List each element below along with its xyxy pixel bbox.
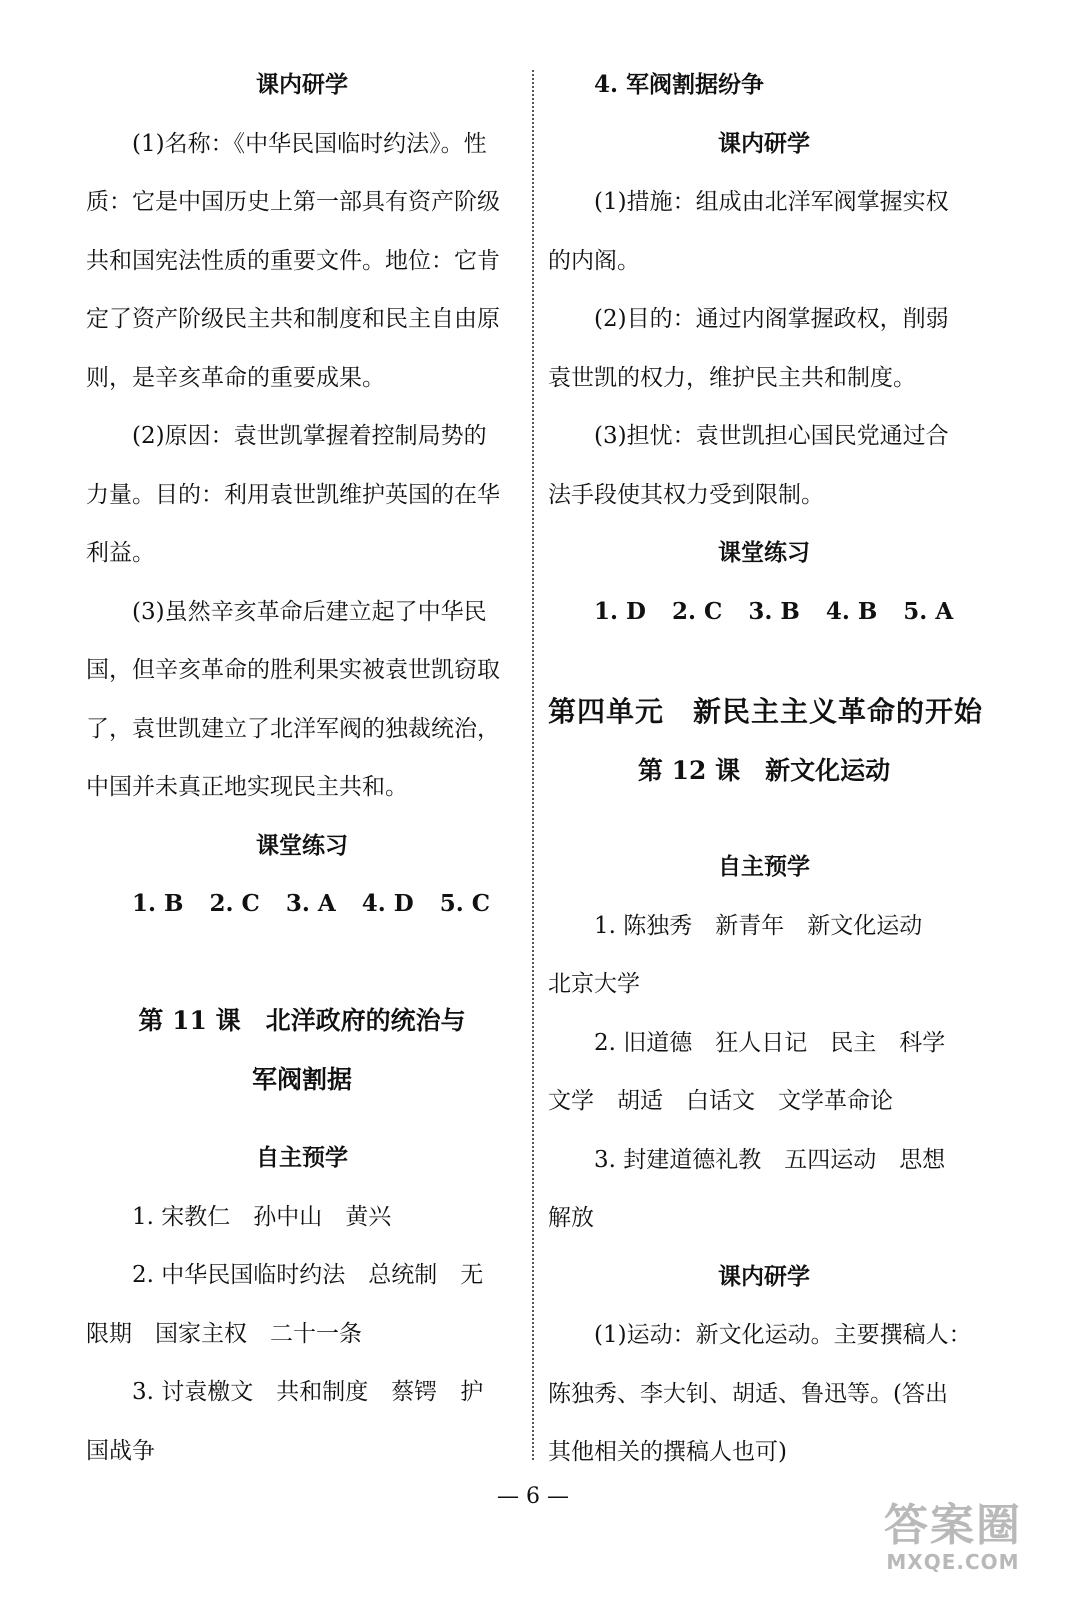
unit-title: 第四单元 新民主主义革命的开始 [548, 695, 984, 728]
text-line: 2. 旧道德 狂人日记 民主 科学 [594, 1029, 946, 1056]
text-line: (3)虽然辛亥革命后建立起了中华民 [132, 598, 487, 625]
column-divider [532, 70, 534, 1460]
text-line: 利益。 [86, 540, 155, 566]
text-line: 其他相关的撰稿人也可) [548, 1439, 787, 1465]
text-line: 力量。目的：利用袁世凯维护英国的在华 [86, 481, 500, 508]
answer-item: 4. B [825, 597, 878, 625]
lesson-title: 军阀割据 [251, 1064, 352, 1094]
answer-item: 5. C [439, 890, 491, 917]
text-line: (1)措施：组成由北洋军阀掌握实权 [594, 189, 949, 215]
text-line: 2. 中华民国临时约法 总统制 无 [132, 1262, 484, 1288]
lesson-title: 第 12 课 新文化运动 [637, 755, 891, 785]
lesson-title: 第 11 课 北洋政府的统治与 [138, 1006, 466, 1035]
text-line: 1. 陈独秀 新青年 新文化运动 [594, 912, 923, 939]
watermark-url: MXQE.COM [886, 1550, 1020, 1574]
text-line: 3. 讨袁檄文 共和制度 蔡锷 护 [132, 1379, 484, 1405]
text-line: 则，是辛亥革命的重要成果。 [86, 364, 385, 391]
text-line: 1. 宋教仁 孙中山 黄兴 [132, 1203, 392, 1230]
left-column [86, 56, 518, 1480]
right-column [548, 56, 984, 1482]
text-line: (1)名称：《中华民国临时约法》。性 [132, 130, 487, 157]
text-line: 4. 军阀割据纷争 [594, 71, 765, 98]
text-line: 国战争 [86, 1437, 155, 1464]
section-heading-in-class-study: 课内研学 [718, 129, 810, 157]
text-line: 文学 胡适 白话文 文学革命论 [548, 1088, 893, 1114]
text-line: 的内阁。 [548, 247, 640, 274]
text-line: 共和国宪法性质的重要文件。地位：它肯 [86, 247, 500, 274]
answer-key [548, 583, 980, 642]
watermark-logo [868, 1502, 1038, 1582]
text-line: 3. 封建道德礼教 五四运动 思想 [594, 1146, 946, 1173]
answer-item: 1. D [594, 597, 646, 625]
text-line: 陈独秀、李大钊、胡适、鲁迅等。(答出 [548, 1380, 948, 1407]
text-line: 解放 [548, 1205, 594, 1231]
answer-item: 3. A [285, 890, 336, 917]
text-line: (3)担忧：袁世凯担心国民党通过合 [594, 423, 949, 449]
section-heading-in-class-study: 课内研学 [718, 1262, 810, 1290]
answer-item: 2. C [209, 890, 260, 917]
text-line: (2)原因：袁世凯掌握着控制局势的 [132, 423, 487, 449]
text-line: 中国并未真正地实现民主共和。 [86, 774, 408, 800]
section-heading-class-exercise: 课堂练习 [256, 831, 348, 859]
text-line: 限期 国家主权 二十一条 [86, 1320, 362, 1347]
answer-item: 2. C [671, 597, 723, 625]
text-line: (2)目的：通过内阁掌握政权，削弱 [594, 306, 949, 332]
text-line: 法手段使其权力受到限制。 [548, 481, 824, 508]
answer-item: 1. B [132, 890, 184, 917]
text-line: 了，袁世凯建立了北洋军阀的独裁统治， [86, 715, 500, 742]
text-line: 北京大学 [548, 971, 640, 997]
answer-item: 5. A [903, 597, 954, 625]
text-line: 袁世凯的权力，维护民主共和制度。 [548, 364, 916, 391]
section-heading-in-class-study: 课内研学 [256, 71, 348, 98]
section-heading-class-exercise: 课堂练习 [718, 539, 810, 566]
text-line: (1)运动：新文化运动。主要撰稿人： [594, 1322, 972, 1348]
text-line: 质：它是中国历史上第一部具有资产阶级 [86, 189, 500, 215]
text-line: 定了资产阶级民主共和制度和民主自由原 [86, 306, 500, 332]
answer-item: 3. B [748, 597, 800, 625]
watermark-text: 答案圈 [884, 1500, 1022, 1551]
answer-key [86, 875, 518, 934]
answer-item: 4. D [361, 890, 414, 917]
page-number: — 6 — [497, 1484, 569, 1509]
text-line: 国，但辛亥革命的胜利果实被袁世凯窃取 [86, 657, 500, 683]
section-heading-self-study: 自主预学 [718, 853, 810, 880]
section-heading-self-study: 自主预学 [256, 1144, 348, 1171]
